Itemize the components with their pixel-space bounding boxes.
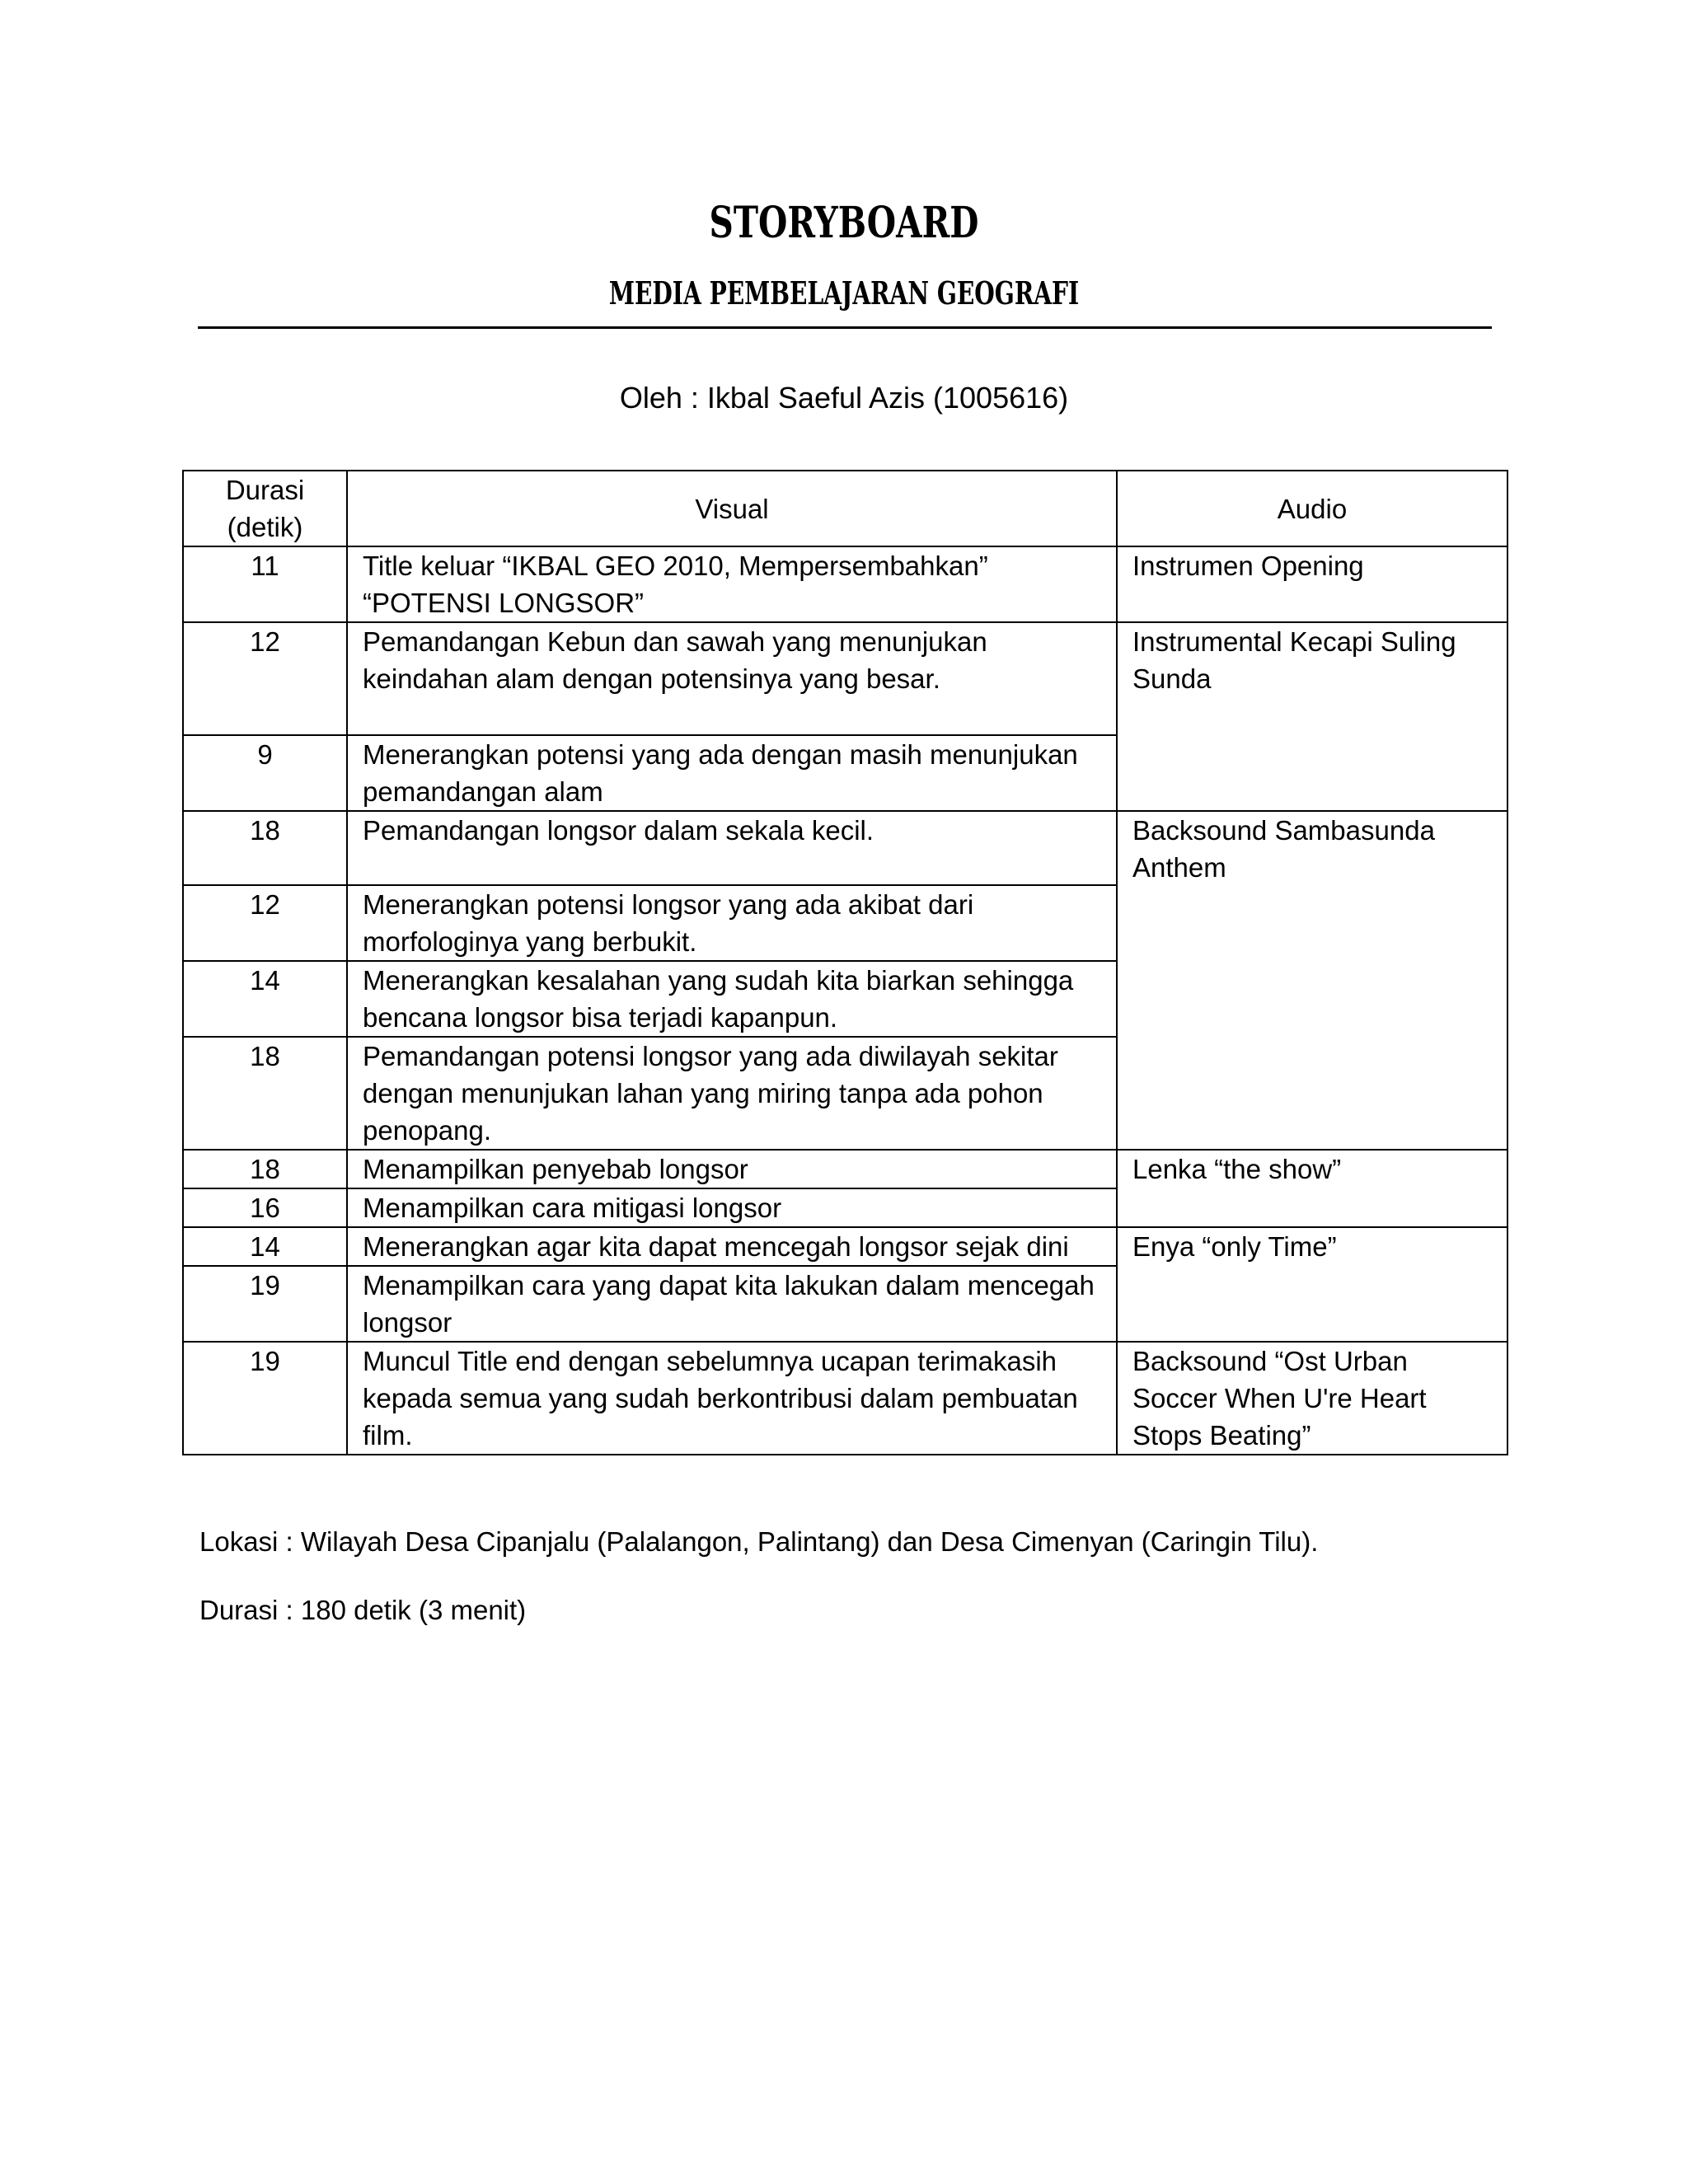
visual-cell: Menampilkan cara yang dapat kita lakukan dalam mencegah longsor	[347, 1266, 1117, 1342]
location-text: Lokasi : Wilayah Desa Cipanjalu (Palalangon, Palintang) dan Desa Cimenyan (Caringin Tilu).	[199, 1526, 1319, 1557]
storyboard-table	[182, 470, 1508, 1455]
visual-cell: Menerangkan potensi yang ada dengan masih menunjukan pemandangan alam	[347, 735, 1117, 811]
visual-cell: Pemandangan longsor dalam sekala kecil.	[347, 811, 1117, 885]
audio-cell: Instrumen Opening	[1117, 546, 1507, 622]
durasi-cell: 16	[183, 1188, 347, 1227]
durasi-cell: 18	[183, 811, 347, 885]
durasi-cell: 9	[183, 735, 347, 811]
durasi-cell: 14	[183, 961, 347, 1037]
durasi-cell: 12	[183, 885, 347, 961]
table-row	[183, 811, 1507, 885]
table-row	[183, 546, 1507, 622]
visual-cell: Menampilkan cara mitigasi longsor	[347, 1188, 1117, 1227]
visual-cell: Menerangkan potensi longsor yang ada akibat dari morfologinya yang berbukit.	[347, 885, 1117, 961]
author-line: Oleh : Ikbal Saeful Azis (1005616)	[619, 381, 1069, 415]
visual-cell: Pemandangan potensi longsor yang ada diwilayah sekitar dengan menunjukan lahan yang miring tanpa ada pohon penopang.	[347, 1037, 1117, 1150]
table-header-row	[183, 471, 1507, 546]
header-durasi: Durasi (detik)	[183, 471, 347, 546]
audio-cell: Lenka “the show”	[1117, 1150, 1507, 1227]
durasi-cell: 14	[183, 1227, 347, 1266]
page-title: STORYBOARD	[709, 198, 979, 248]
header-audio: Audio	[1117, 471, 1507, 546]
visual-cell: Menerangkan agar kita dapat mencegah longsor sejak dini	[347, 1227, 1117, 1266]
durasi-cell: 19	[183, 1342, 347, 1455]
total-duration-text: Durasi : 180 detik (3 menit)	[199, 1595, 527, 1625]
durasi-cell: 18	[183, 1037, 347, 1150]
durasi-cell: 11	[183, 546, 347, 622]
visual-cell: Menerangkan kesalahan yang sudah kita biarkan sehingga bencana longsor bisa terjadi kapanpun.	[347, 961, 1117, 1037]
table-row	[183, 622, 1507, 735]
visual-cell: Menampilkan penyebab longsor	[347, 1150, 1117, 1188]
audio-cell: Backsound “Ost Urban Soccer When U're Heart Stops Beating”	[1117, 1342, 1507, 1455]
table-row	[183, 1150, 1507, 1188]
title-divider	[198, 326, 1492, 329]
page-subtitle: MEDIA PEMBELAJARAN GEOGRAFI	[608, 274, 1080, 312]
visual-cell: Muncul Title end dengan sebelumnya ucapan terimakasih kepada semua yang sudah berkontribusi dalam pembuatan film.	[347, 1342, 1117, 1455]
table-row	[183, 1227, 1507, 1266]
audio-cell: Backsound Sambasunda Anthem	[1117, 811, 1507, 1150]
header-visual: Visual	[347, 471, 1117, 546]
durasi-cell: 19	[183, 1266, 347, 1342]
visual-cell: Title keluar “IKBAL GEO 2010, Mempersembahkan” “POTENSI LONGSOR”	[347, 546, 1117, 622]
audio-cell: Instrumental Kecapi Suling Sunda	[1117, 622, 1507, 811]
table-row	[183, 1342, 1507, 1455]
durasi-cell: 18	[183, 1150, 347, 1188]
durasi-cell: 12	[183, 622, 347, 735]
audio-cell: Enya “only Time”	[1117, 1227, 1507, 1342]
visual-cell: Pemandangan Kebun dan sawah yang menunjukan keindahan alam dengan potensinya yang besar.	[347, 622, 1117, 735]
